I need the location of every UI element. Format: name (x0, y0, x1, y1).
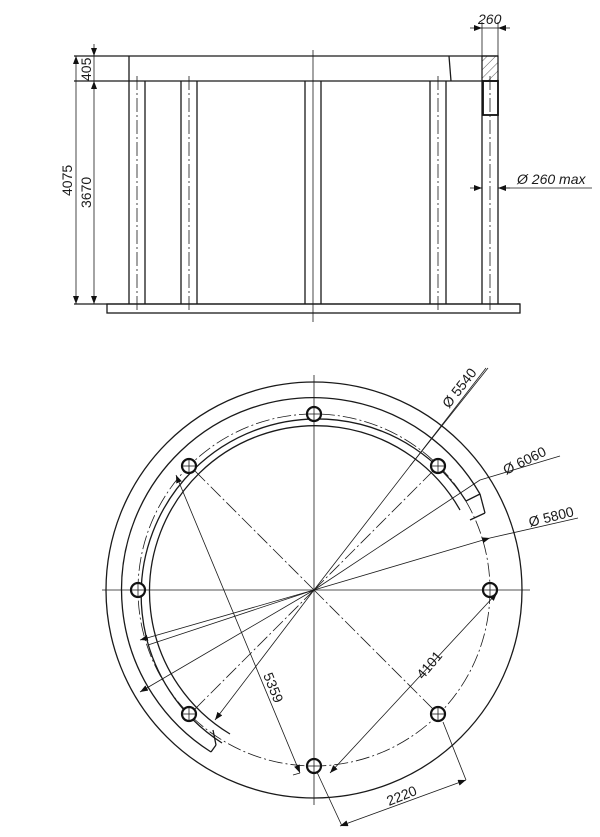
hole-n (307, 407, 321, 421)
hole-e (483, 583, 497, 597)
dim-column-height: 3670 (78, 176, 94, 208)
dim-total-height: 4075 (59, 164, 75, 196)
dim-beam-width: 260 (478, 11, 502, 27)
dim-column-diameter: Ø 260 max (517, 171, 586, 187)
hole-sw (182, 707, 196, 721)
columns-elevation (129, 50, 498, 322)
dim-chord-2220: 2220 (384, 782, 420, 809)
plan-view (102, 365, 578, 826)
hole-se (431, 707, 445, 721)
dim-diameter-5540: Ø 5540 (438, 364, 480, 411)
dim-diameter-6060: Ø 6060 (500, 443, 549, 478)
dim-beam-height: 405 (78, 57, 94, 81)
dim-diameter-5800: Ø 5800 (526, 503, 576, 530)
base-plate (107, 304, 520, 313)
column-top-section (483, 81, 498, 115)
hole-nw (182, 459, 196, 473)
hole-ne (431, 459, 445, 473)
dim-chord-4101: 4101 (413, 647, 446, 682)
hole-s (307, 759, 321, 773)
elevation-view (59, 11, 592, 322)
dim-chord-5359: 5359 (260, 670, 287, 706)
hole-w (131, 583, 145, 597)
